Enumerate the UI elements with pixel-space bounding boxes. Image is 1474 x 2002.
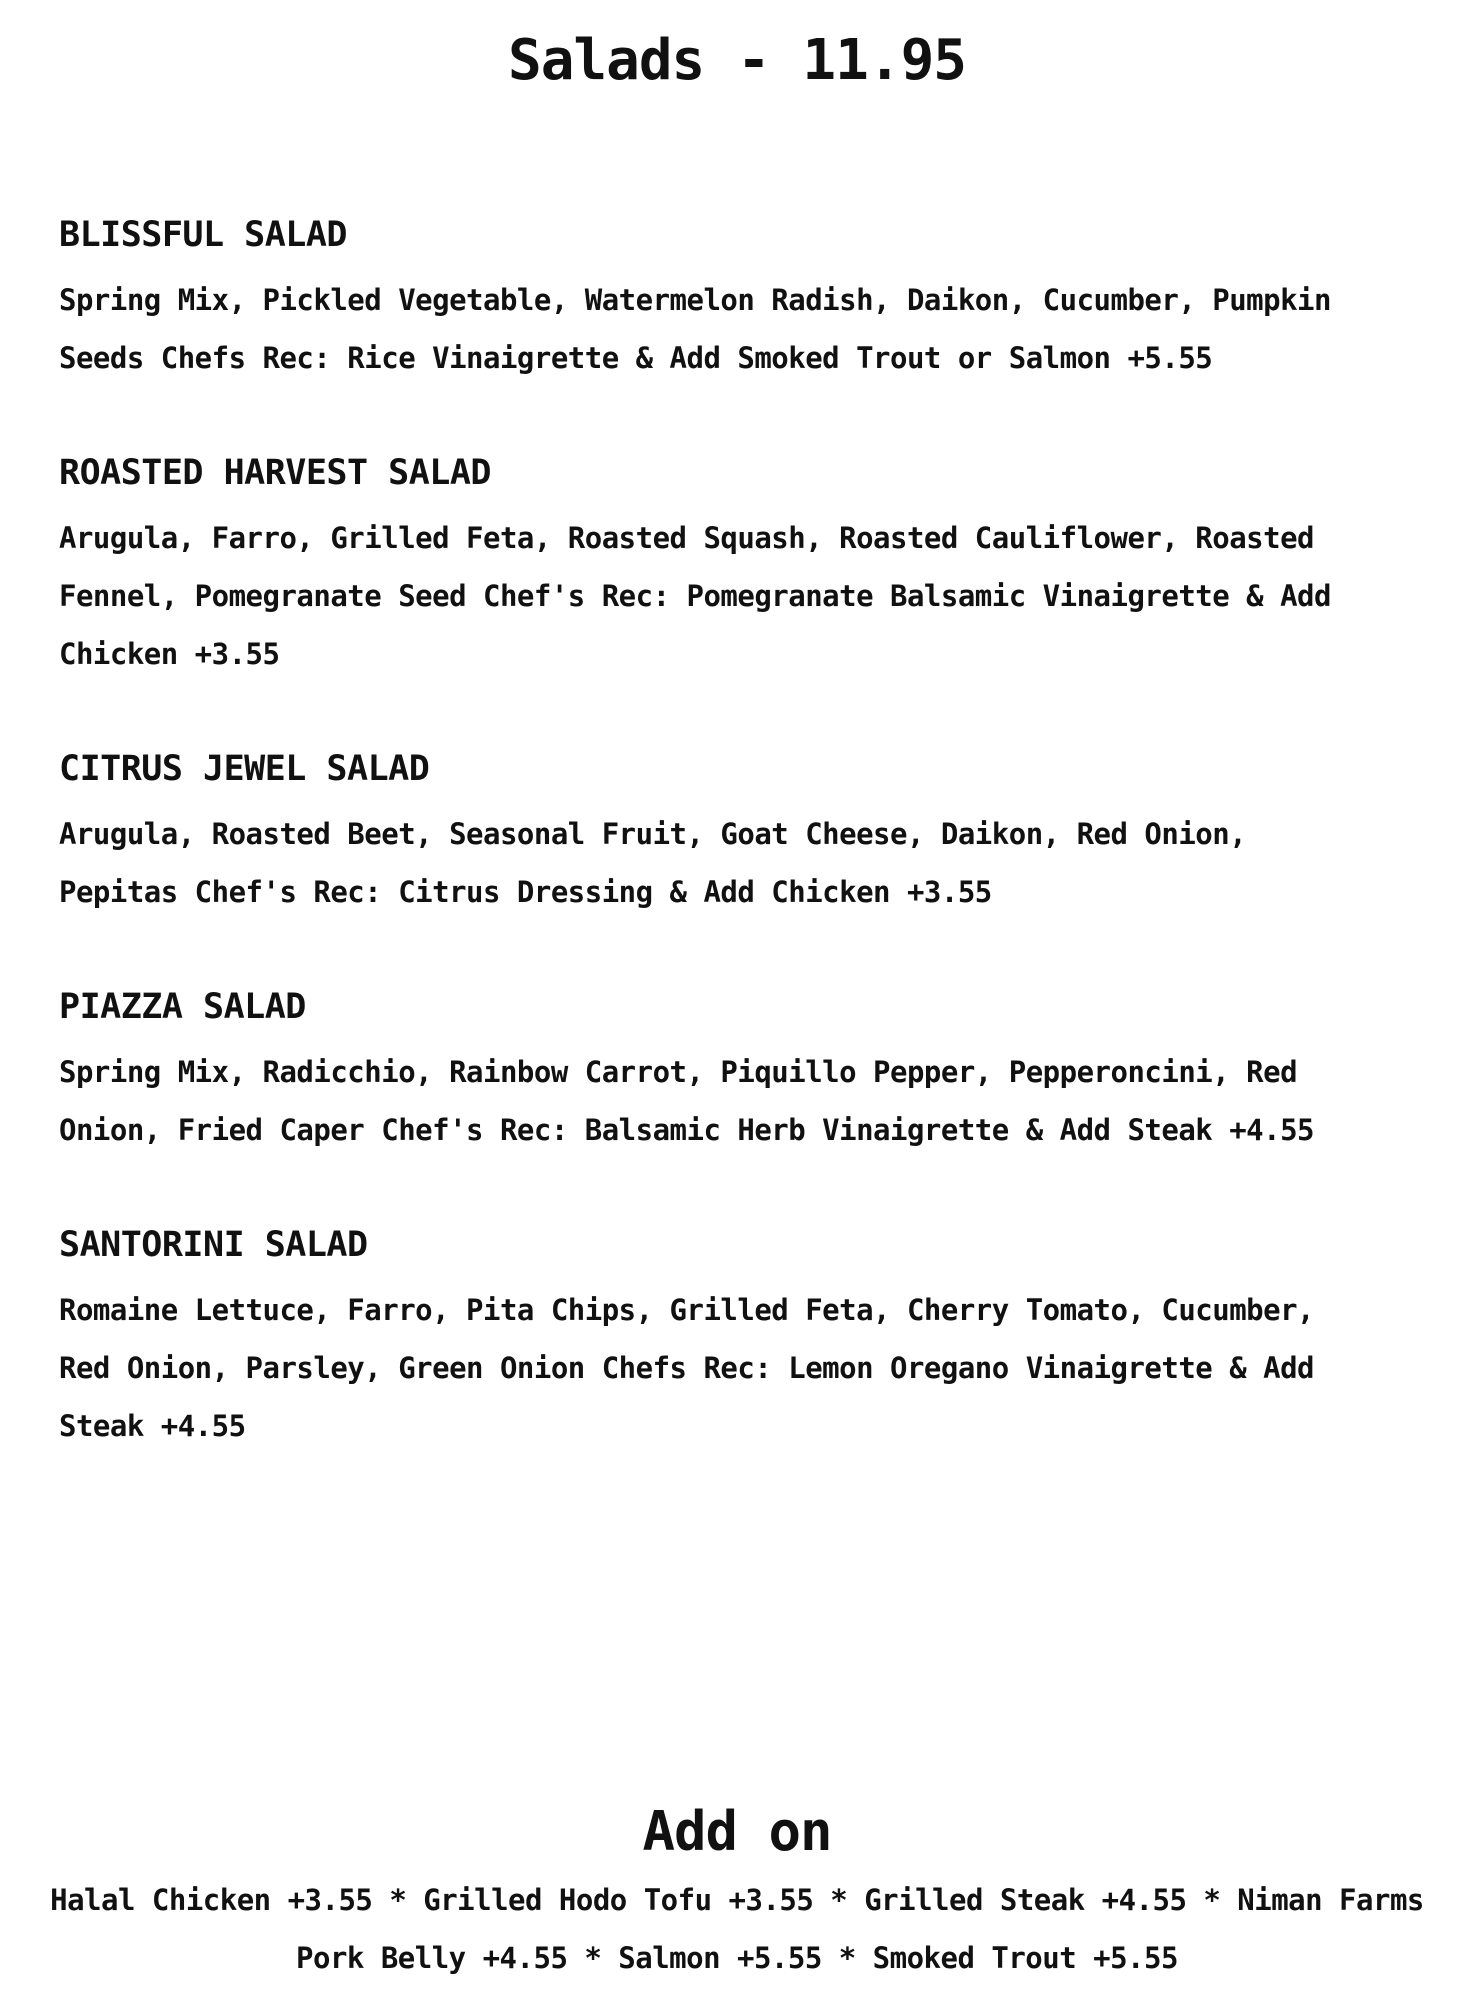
- page-title: Salads - 11.95: [507, 28, 966, 93]
- item-name: SANTORINI SALAD: [59, 1225, 368, 1265]
- item-name: ROASTED HARVEST SALAD: [59, 453, 492, 493]
- item-description: Arugula, Roasted Beet, Seasonal Fruit, Goat Cheese, Daikon, Red Onion, Pepitas Chef's Rec: Citrus Dressing & Add Chicken +3.55: [59, 817, 1247, 909]
- menu-item-santorini-salad: [59, 1225, 1349, 1455]
- item-description: Spring Mix, Radicchio, Rainbow Carrot, Piquillo Pepper, Pepperoncini, Red Onion, Fried Caper Chef's Rec: Balsamic Herb Vinaigrette & Add Steak +4.55: [59, 1055, 1315, 1147]
- menu-item-citrus-jewel-salad: [59, 749, 1349, 921]
- item-description: Romaine Lettuce, Farro, Pita Chips, Grilled Feta, Cherry Tomato, Cucumber, Red Onion, Parsley, Green Onion Chefs Rec: Lemon Oregano Vinaigrette & Add Steak +4.55: [59, 1293, 1315, 1443]
- addon-title: Add on: [642, 1800, 832, 1863]
- item-description: Spring Mix, Pickled Vegetable, Watermelon Radish, Daikon, Cucumber, Pumpkin Seeds Chefs Rec: Rice Vinaigrette & Add Smoked Trout or Salmon +5.55: [59, 283, 1331, 375]
- item-name: BLISSFUL SALAD: [59, 215, 348, 255]
- menu-item-piazza-salad: [59, 987, 1349, 1159]
- item-name: PIAZZA SALAD: [59, 987, 306, 1027]
- salad-list: [59, 215, 1349, 1521]
- item-description: Arugula, Farro, Grilled Feta, Roasted Squash, Roasted Cauliflower, Roasted Fennel, Pomegranate Seed Chef's Rec: Pomegranate Balsamic Vinaigrette & Add Chicken +3.55: [59, 521, 1331, 671]
- addon-section: [0, 1800, 1474, 1987]
- item-name: CITRUS JEWEL SALAD: [59, 749, 430, 789]
- menu-item-blissful-salad: [59, 215, 1349, 387]
- addon-list: Halal Chicken +3.55 * Grilled Hodo Tofu +3.55 * Grilled Steak +4.55 * Niman Farms Pork Belly +4.55 * Salmon +5.55 * Smoked Trout +5.55: [50, 1883, 1424, 1975]
- menu-item-roasted-harvest-salad: [59, 453, 1349, 683]
